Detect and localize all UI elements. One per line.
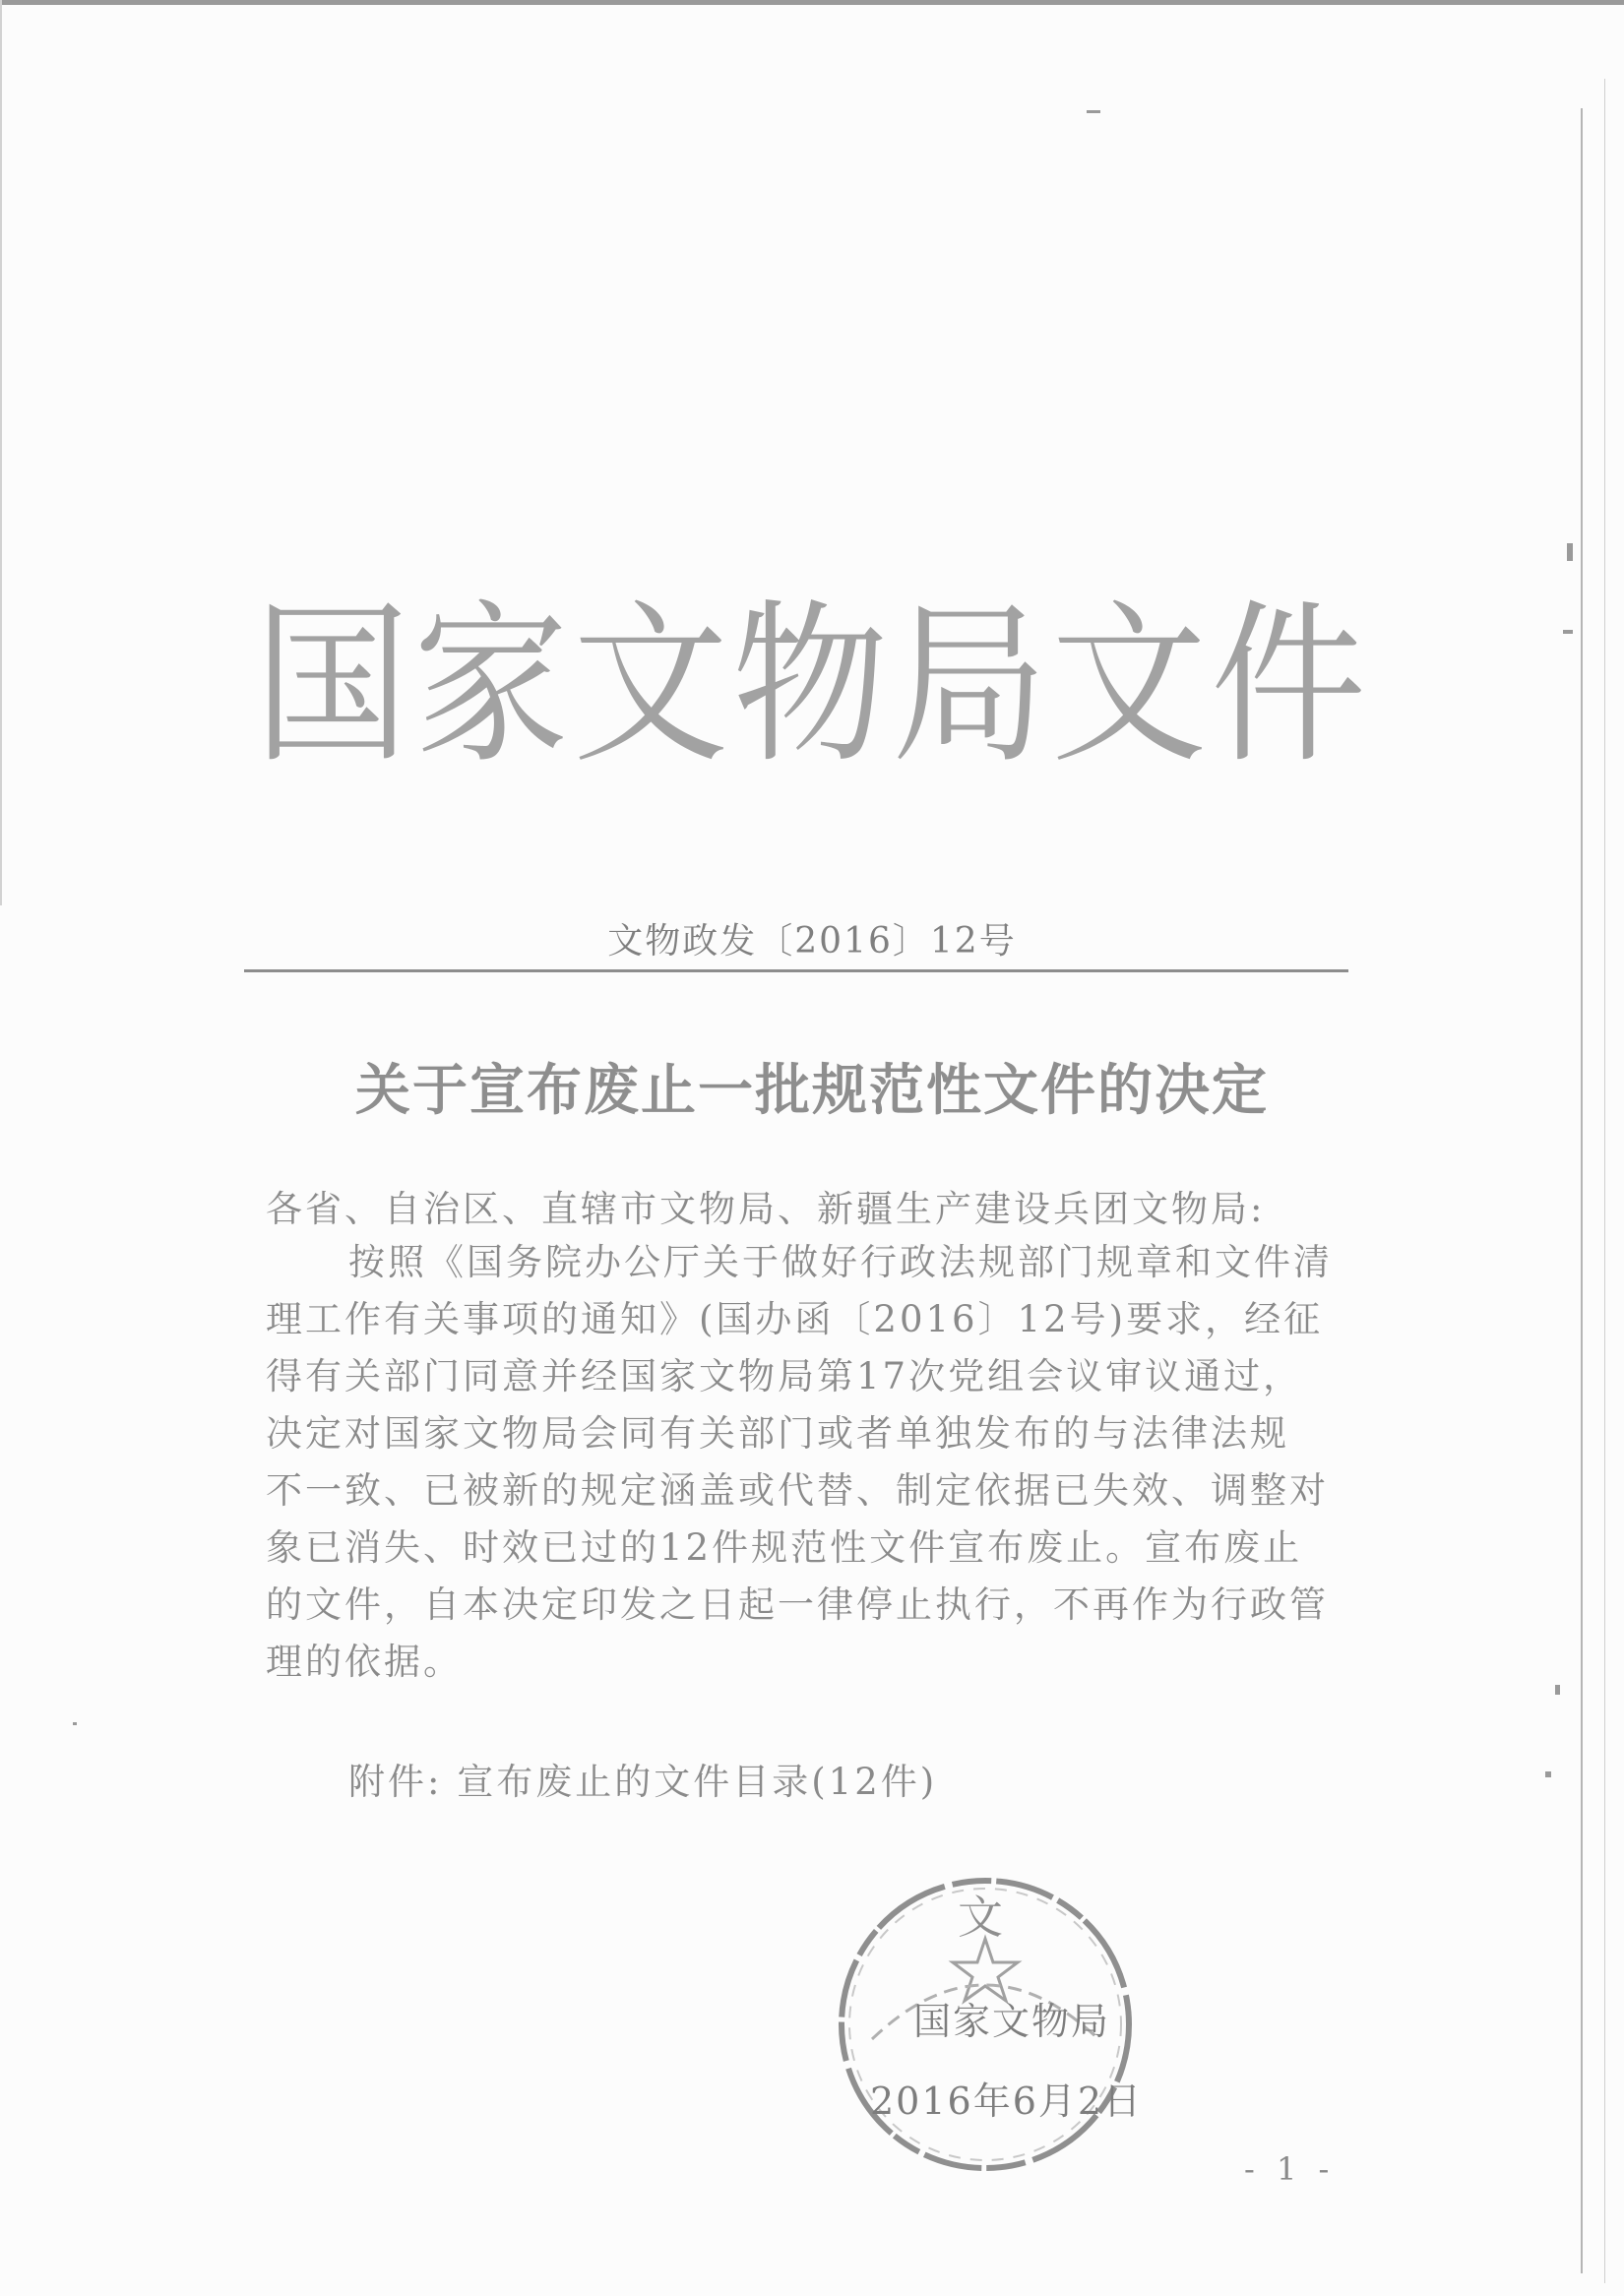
issue-date: 2016年6月2日 — [870, 2079, 1144, 2123]
body-line: 决定对国家文物局会同有关部门或者单独发布的与法律法规 — [266, 1412, 1289, 1455]
scan-edge-right — [1581, 108, 1583, 2273]
scan-speck — [1087, 110, 1100, 113]
document-title: 关于宣布废止一批规范性文件的决定 — [355, 1058, 1269, 1123]
body-line: 的文件，自本决定印发之日起一律停止执行，不再作为行政管 — [266, 1583, 1329, 1626]
document-masthead: 国家文物局文件 — [254, 584, 1370, 788]
page-number: - 1 - — [1244, 2150, 1336, 2188]
body-text — [266, 1234, 1348, 1691]
issuer-name: 国家文物局 — [913, 2000, 1111, 2043]
attachment-line: 附件: 宣布废止的文件目录(12件) — [348, 1761, 938, 1803]
body-line: 按照《国务院办公厅关于做好行政法规部门规章和文件清 — [348, 1241, 1333, 1283]
scan-speck — [1567, 543, 1573, 561]
body-line: 理的依据。 — [266, 1641, 463, 1683]
seal-text: 文 — [958, 1891, 1003, 1944]
document-number: 文物政发〔2016〕12号 — [607, 921, 1017, 962]
scan-speck — [73, 1722, 77, 1725]
body-line: 象已消失、时效已过的12件规范性文件宣布废止。宣布废止 — [266, 1526, 1303, 1569]
scan-edge-right-outer — [1604, 79, 1605, 2283]
scan-edge-top — [0, 0, 1624, 5]
scan-speck — [1555, 1685, 1560, 1695]
body-line: 理工作有关事项的通知》(国办函〔2016〕12号)要求，经征 — [266, 1298, 1324, 1340]
addressee-line: 各省、自治区、直辖市文物局、新疆生产建设兵团文物局: — [266, 1188, 1266, 1230]
header-divider — [244, 969, 1348, 972]
body-line: 得有关部门同意并经国家文物局第17次党组会议审议通过， — [266, 1355, 1303, 1397]
scan-speck — [1545, 1771, 1551, 1777]
body-line: 不一致、已被新的规定涵盖或代替、制定依据已失效、调整对 — [266, 1469, 1329, 1512]
